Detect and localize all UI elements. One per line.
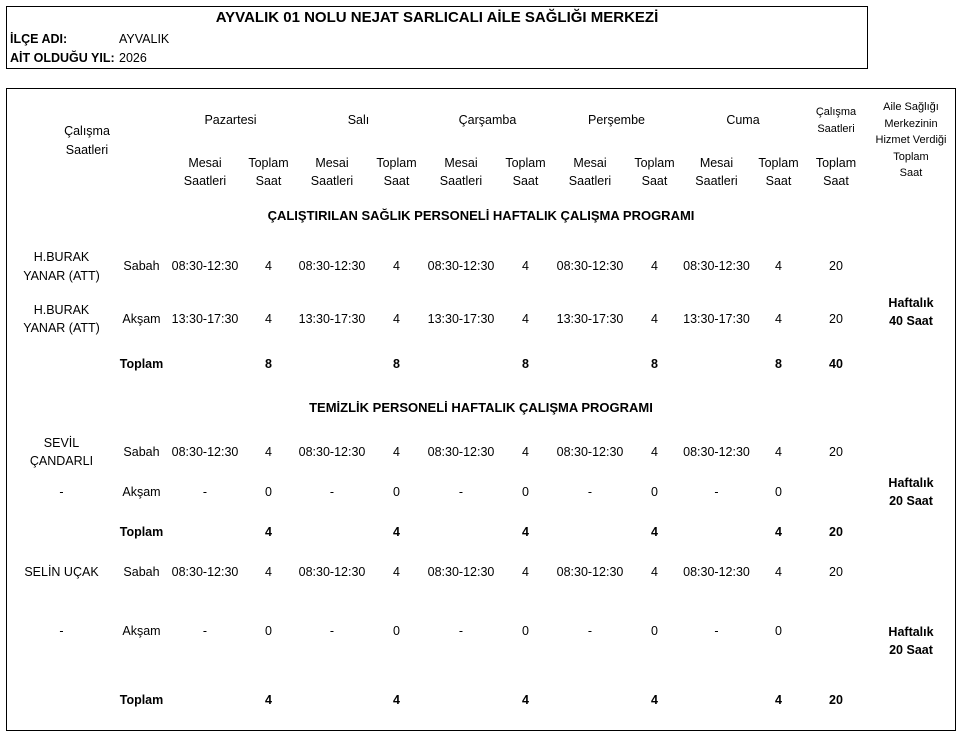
empty-cell[interactable]	[423, 670, 500, 731]
weekly-summary[interactable]: Haftalık 40 Saat	[867, 240, 956, 385]
shift-hours[interactable]: 08:30-12:30	[423, 552, 500, 593]
shift-hours[interactable]: 13:30-17:30	[681, 293, 753, 346]
day-total[interactable]: 4	[499, 552, 553, 593]
day-sum[interactable]: 4	[499, 512, 553, 553]
shift-hours[interactable]: 13:30-17:30	[552, 293, 629, 346]
empty-cell[interactable]	[294, 670, 371, 731]
header-day-total[interactable]: Toplam Saat	[628, 152, 682, 193]
header-day-5[interactable]: Cuma	[681, 88, 806, 153]
shift-hours[interactable]: 08:30-12:30	[294, 240, 371, 294]
total-label[interactable]: Toplam	[116, 345, 168, 385]
empty-cell[interactable]	[6, 345, 117, 385]
page-title[interactable]: AYVALIK 01 NOLU NEJAT SARLICALI AİLE SAĞLIĞI MERKEZİ	[6, 6, 868, 30]
day-sum[interactable]: 8	[243, 345, 295, 385]
shift-hours[interactable]: 08:30-12:30	[552, 240, 629, 294]
shift-hours[interactable]: -	[294, 472, 371, 513]
empty-cell[interactable]	[6, 670, 117, 731]
day-total[interactable]: 4	[370, 293, 424, 346]
day-total[interactable]: 4	[628, 552, 682, 593]
header-day-total[interactable]: Toplam Saat	[243, 152, 295, 193]
header-weekly-hours[interactable]: Çalışma Saatleri	[805, 88, 868, 153]
empty-cell[interactable]	[6, 512, 117, 553]
shift-hours[interactable]: -	[552, 472, 629, 513]
district-value[interactable]: AYVALIK	[116, 29, 868, 50]
section-cleaning-title[interactable]: TEMİZLİK PERSONELİ HAFTALIK ÇALIŞMA PROGRAMI	[6, 384, 956, 433]
staff-name[interactable]: -	[6, 592, 117, 671]
header-day-2[interactable]: Salı	[294, 88, 424, 153]
day-total[interactable]: 0	[499, 592, 553, 671]
shift-hours[interactable]: 08:30-12:30	[423, 240, 500, 294]
weekly-summary[interactable]: Haftalık 20 Saat	[867, 432, 956, 553]
empty-cell[interactable]	[423, 345, 500, 385]
day-total[interactable]: 4	[628, 240, 682, 294]
shift-hours[interactable]: 08:30-12:30	[167, 240, 244, 294]
shift-hours[interactable]: 08:30-12:30	[294, 432, 371, 473]
staff-name[interactable]: H.BURAK YANAR (ATT)	[6, 240, 117, 294]
header-shift-hours[interactable]: Mesai Saatleri	[681, 152, 753, 193]
day-total[interactable]: 0	[370, 592, 424, 671]
day-total[interactable]: 4	[628, 293, 682, 346]
day-total[interactable]: 0	[243, 472, 295, 513]
day-total[interactable]: 4	[752, 552, 806, 593]
day-total[interactable]: 4	[499, 240, 553, 294]
day-sum[interactable]: 8	[370, 345, 424, 385]
shift-label[interactable]: Akşam	[116, 592, 168, 671]
header-weekly-total[interactable]: Toplam Saat	[805, 152, 868, 193]
shift-hours[interactable]: 08:30-12:30	[681, 552, 753, 593]
shift-hours[interactable]: 08:30-12:30	[681, 240, 753, 294]
week-total[interactable]: 20	[805, 293, 868, 346]
day-total[interactable]: 0	[370, 472, 424, 513]
shift-hours[interactable]: 08:30-12:30	[681, 432, 753, 473]
header-shift-hours[interactable]: Mesai Saatleri	[423, 152, 500, 193]
staff-name[interactable]: SEVİL ÇANDARLI	[6, 432, 117, 473]
day-sum[interactable]: 4	[370, 512, 424, 553]
shift-label[interactable]: Sabah	[116, 432, 168, 473]
day-total[interactable]: 4	[628, 432, 682, 473]
header-day-total[interactable]: Toplam Saat	[752, 152, 806, 193]
header-working-hours[interactable]: Çalışma Saatleri	[6, 88, 168, 193]
day-sum[interactable]: 4	[628, 512, 682, 553]
day-total[interactable]: 0	[628, 472, 682, 513]
shift-hours[interactable]: -	[294, 592, 371, 671]
week-total[interactable]: 20	[805, 240, 868, 294]
staff-name[interactable]: -	[6, 472, 117, 513]
day-sum[interactable]: 8	[628, 345, 682, 385]
day-sum[interactable]: 4	[499, 670, 553, 731]
shift-hours[interactable]: 08:30-12:30	[552, 552, 629, 593]
day-sum[interactable]: 8	[752, 345, 806, 385]
day-sum[interactable]: 4	[243, 670, 295, 731]
week-total[interactable]: 20	[805, 552, 868, 593]
day-sum[interactable]: 4	[243, 512, 295, 553]
empty-cell[interactable]	[552, 512, 629, 553]
header-day-total[interactable]: Toplam Saat	[499, 152, 553, 193]
empty-cell[interactable]	[423, 512, 500, 553]
shift-hours[interactable]: 08:30-12:30	[294, 552, 371, 593]
week-sum[interactable]: 20	[805, 512, 868, 553]
shift-hours[interactable]: -	[681, 592, 753, 671]
day-total[interactable]: 0	[499, 472, 553, 513]
day-total[interactable]: 4	[752, 240, 806, 294]
shift-hours[interactable]: 13:30-17:30	[423, 293, 500, 346]
shift-label[interactable]: Sabah	[116, 552, 168, 593]
year-label[interactable]: AİT OLDUĞU YIL:	[6, 49, 117, 69]
day-total[interactable]: 0	[752, 472, 806, 513]
header-day-4[interactable]: Perşembe	[552, 88, 682, 153]
total-label[interactable]: Toplam	[116, 512, 168, 553]
district-label[interactable]: İLÇE ADI:	[6, 29, 117, 50]
day-total[interactable]: 0	[628, 592, 682, 671]
weekly-summary[interactable]: Haftalık 20 Saat	[867, 552, 956, 731]
empty-cell[interactable]	[167, 345, 244, 385]
staff-name[interactable]: H.BURAK YANAR (ATT)	[6, 293, 117, 346]
day-total[interactable]: 4	[243, 432, 295, 473]
day-sum[interactable]: 4	[752, 512, 806, 553]
empty-cell[interactable]	[681, 345, 753, 385]
empty-cell[interactable]	[167, 670, 244, 731]
day-total[interactable]: 0	[752, 592, 806, 671]
day-total[interactable]: 4	[752, 432, 806, 473]
day-total[interactable]: 4	[370, 552, 424, 593]
day-total[interactable]: 4	[243, 552, 295, 593]
day-total[interactable]: 0	[243, 592, 295, 671]
total-label[interactable]: Toplam	[116, 670, 168, 731]
week-total[interactable]: 20	[805, 432, 868, 473]
shift-label[interactable]: Sabah	[116, 240, 168, 294]
day-total[interactable]: 4	[243, 293, 295, 346]
shift-label[interactable]: Akşam	[116, 472, 168, 513]
empty-cell[interactable]	[681, 670, 753, 731]
day-total[interactable]: 4	[370, 432, 424, 473]
shift-hours[interactable]: 08:30-12:30	[167, 552, 244, 593]
day-total[interactable]: 4	[499, 293, 553, 346]
header-day-3[interactable]: Çarşamba	[423, 88, 553, 153]
empty-cell[interactable]	[294, 512, 371, 553]
empty-cell[interactable]	[681, 512, 753, 553]
week-sum[interactable]: 20	[805, 670, 868, 731]
day-total[interactable]: 4	[752, 293, 806, 346]
shift-hours[interactable]: 13:30-17:30	[294, 293, 371, 346]
shift-hours[interactable]: 13:30-17:30	[167, 293, 244, 346]
day-sum[interactable]: 4	[628, 670, 682, 731]
staff-name[interactable]: SELİN UÇAK	[6, 552, 117, 593]
day-sum[interactable]: 8	[499, 345, 553, 385]
empty-cell[interactable]	[167, 512, 244, 553]
shift-hours[interactable]: -	[552, 592, 629, 671]
shift-hours[interactable]: 08:30-12:30	[552, 432, 629, 473]
year-value[interactable]: 2026	[116, 49, 868, 69]
day-sum[interactable]: 4	[752, 670, 806, 731]
empty-cell[interactable]	[294, 345, 371, 385]
header-day-1[interactable]: Pazartesi	[167, 88, 295, 153]
week-total[interactable]	[805, 592, 868, 671]
empty-cell[interactable]	[552, 670, 629, 731]
shift-label[interactable]: Akşam	[116, 293, 168, 346]
empty-cell[interactable]	[552, 345, 629, 385]
shift-hours[interactable]: 08:30-12:30	[423, 432, 500, 473]
day-sum[interactable]: 4	[370, 670, 424, 731]
shift-hours[interactable]: -	[167, 592, 244, 671]
shift-hours[interactable]: -	[423, 472, 500, 513]
week-total[interactable]	[805, 472, 868, 513]
section-health-title[interactable]: ÇALIŞTIRILAN SAĞLIK PERSONELİ HAFTALIK ÇALIŞMA PROGRAMI	[6, 192, 956, 241]
shift-hours[interactable]: -	[681, 472, 753, 513]
shift-hours[interactable]: -	[423, 592, 500, 671]
header-shift-hours[interactable]: Mesai Saatleri	[552, 152, 629, 193]
shift-hours[interactable]: -	[167, 472, 244, 513]
week-sum[interactable]: 40	[805, 345, 868, 385]
day-total[interactable]: 4	[370, 240, 424, 294]
header-center-total[interactable]: Aile Sağlığı Merkezinin Hizmet Verdiği Toplam Saat	[867, 88, 956, 193]
shift-hours[interactable]: 08:30-12:30	[167, 432, 244, 473]
day-total[interactable]: 4	[499, 432, 553, 473]
header-shift-hours[interactable]: Mesai Saatleri	[294, 152, 371, 193]
header-day-total[interactable]: Toplam Saat	[370, 152, 424, 193]
header-shift-hours[interactable]: Mesai Saatleri	[167, 152, 244, 193]
day-total[interactable]: 4	[243, 240, 295, 294]
